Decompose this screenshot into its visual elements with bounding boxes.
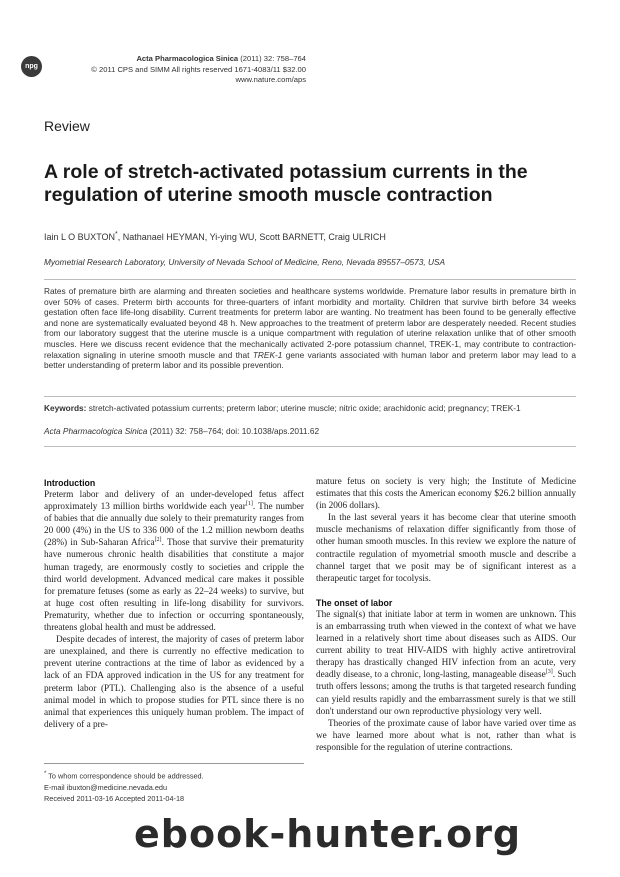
section-label: Review [44,118,90,134]
footnote-marker: * [44,770,47,777]
abstract-part1: Rates of premature birth are alarming and threaten societies and healthcare systems worldwide. Premature labor results in premature birth in over 50% of cases. Preterm birth accounts for three-quarters of infant morbidity and mortality. Children that survive birth before 34 weeks gestation often face life-long disability. Current treatments for preterm labor are wanting. No treatment has been found to be generally effective and none are systematically evaluated beyond 48 h. New approaches to the treatment of preterm labor are desperately needed. Recent studies from our laboratory suggest that the uterine muscle is a unique compartment with regulation of uterine relaxation unlike that of other smooth muscles. Here we discuss recent evidence that the mechanically activated 2-pore potassium channel, TREK-1, may contribute to contraction-relaxation signaling in uterine smooth muscle and that [44,286,576,360]
onset-paragraph-1 [316,609,576,718]
ref-2[interactable]: [2] [154,537,162,544]
paragraph-continued: mature fetus on society is very high; the Institute of Medicine estimates that this costs the American economy $26.2 billion annually (in 2006 dollars). [316,477,576,512]
journal-url[interactable]: www.nature.com/aps [235,75,306,84]
author-email[interactable]: E-mail ibuxton@medicine.nevada.edu [44,782,168,792]
abstract [44,286,576,371]
onset-of-labor-heading: The onset of labor [316,597,393,608]
abstract-bottom-rule [44,396,576,397]
footnote [44,768,204,804]
article-title: A role of stretch-activated potassium currents in the regulation of uterine smooth muscle contraction [44,161,528,206]
keywords-label: Keywords: [44,403,87,413]
correspondence-note [44,768,204,782]
abstract-gene: TREK-1 [252,349,283,360]
abstract-part2: gene variants associated with human labor and preterm labor may lead to a better understanding of preterm labor and its possible prevention. [44,349,576,371]
paragraph-review-scope: In the last several years it has become clear that uterine smooth muscle mechanisms of relaxation differ significantly from those of other human smooth muscles. In this review we explore the nature of contractile regulation of myometrial smooth muscle and describe a channel target that we posit may be of significant interest as a therapeutic target for tocolysis. [316,513,576,584]
keywords [44,403,576,413]
onset-text-a: The signal(s) that initiate labor at term in women are unknown. This is an embarrassing truth when viewed in the context of what we have learned in a relatively short time about diseases such as AIDS. Our current ability to treat HIV-AIDS with highly active antiretroviral therapy has drastically changed HIV infection from an acute, very deadly disease, to a chronic, long-lasting, manageable disease [316,609,576,681]
left-column [44,477,304,731]
journal-name: Acta Pharmacologica Sinica [136,54,239,63]
copyright-line: © 2011 CPS and SIMM All rights reserved 1671-4083/11 $32.00 [91,64,306,74]
intro-paragraph-2: Despite decades of interest, the majority of cases of preterm labor are unexplained, and there is currently no effective medication to prevent uterine contractions at the time of labor as evidenced by a lack of an FDA approved indication in the US for any treatment for preterm labor (PTL). Challenging also is the absence of a useful animal model in which to propose studies for PTL since there is no animal that experiences this uniquely human problem. The impact of delivery of a pre- [44,635,304,730]
onset-paragraph-2: Theories of the proximate cause of labor have varied over time as we have learned more about what is not, rather than what is responsible for the regulation of uterine contractions. [316,718,576,753]
citation-journal: Acta Pharmacologica Sinica [44,426,148,436]
author-list [44,231,386,242]
heading-spacer [316,585,576,597]
right-column [316,476,576,754]
corresponding-marker: * [115,231,118,238]
abstract-top-rule [44,279,576,280]
received-accepted-dates: Received 2011-03-16 Accepted 2011-04-18 [44,794,185,804]
intro-paragraph-1 [44,489,304,634]
watermark: ebook-hunter.org [134,812,522,856]
other-authors: , Nathanael HEYMAN, Yi-ying WU, Scott BARNETT, Craig ULRICH [117,232,386,242]
ref-1[interactable]: [1] [245,501,253,508]
journal-header [91,54,306,86]
citation-rule [44,446,576,447]
npg-logo: npg [21,56,42,77]
journal-line [91,54,306,65]
intro-text-c: . Those that survive their prematurity have numerous chronic health disabilities that constitute a major human tragedy, are enormously costly to societies and cripple the third world development. Advanced medical care makes it possible for premature fetuses (some as early as 22–24 weeks) to survive, but at huge cost often resulting in life-long disability for survivors. Prematurity, whether due to infection or occurring spontaneously, threatens global health and must be addressed. [44,538,304,634]
correspondence-text: To whom correspondence should be addressed. [46,771,204,781]
affiliation: Myometrial Research Laboratory, University of Nevada School of Medicine, Reno, Nevada 89557–0573, USA [44,257,446,267]
footnote-rule [44,763,304,764]
citation-text: (2011) 32: 758–764; doi: 10.1038/aps.2011.62 [147,426,320,436]
intro-text-a: Preterm labor and delivery of an under-developed fetus affect approximately 13 million births worldwide each year [44,490,304,513]
intro-text-b: . The number of babies that die annually due solely to their prematurity ranges from 20 000 (4%) in the US to 336 000 of the 1.2 million newborn deaths (28%) in Sub-Saharan Africa [44,502,304,549]
introduction-heading: Introduction [44,478,96,488]
citation [44,426,319,436]
onset-text-b: . Such truth offers lessons; among the truths is that targeted research funding can yield results rapidly and the embarrassment surely is that we still don't understand our own reproductive physiology very well. [316,670,577,717]
volume-info: (2011) 32: 758–764 [238,54,306,63]
first-author: Iain L O BUXTON [44,232,116,242]
ref-3[interactable]: [3] [545,669,553,676]
keywords-text: stretch-activated potassium currents; preterm labor; uterine muscle; nitric oxide; arachidonic acid; pregnancy; TREK-1 [86,403,521,413]
